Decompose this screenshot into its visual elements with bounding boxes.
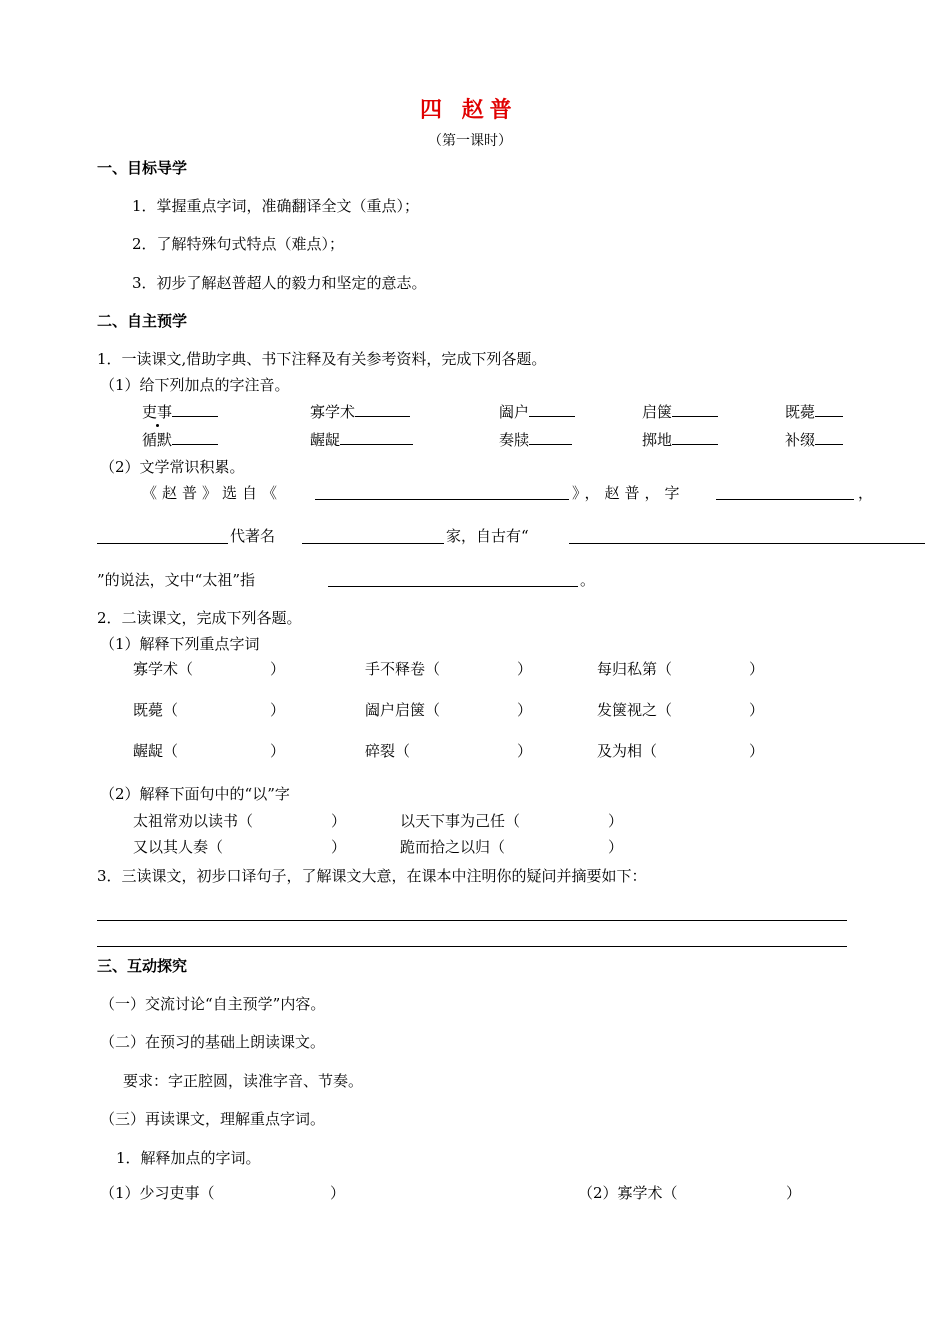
answer-blank[interactable]	[569, 543, 925, 544]
pinyin-item: 既薨	[785, 400, 843, 422]
answer-blank[interactable]	[355, 400, 410, 417]
answer-blank[interactable]	[172, 428, 218, 445]
pinyin-item: 阖户	[499, 400, 575, 422]
word-item: 龌龊（ ）	[133, 742, 286, 760]
question-2: 2．二读课文，完成下列各题。	[97, 609, 302, 627]
exercise-item: （2）寡学术（ ）	[578, 1184, 802, 1202]
page-title: 四 赵普	[420, 97, 518, 123]
word-item: 及为相（ ）	[597, 742, 765, 760]
section-heading-explore: 三、互动探究	[97, 957, 188, 975]
pinyin-item: 吏事	[142, 400, 218, 422]
lit-line-3a: ”的说法，文中“太祖”指	[97, 571, 256, 589]
answer-line[interactable]	[97, 946, 847, 947]
question-1-2: （2）文学常识积累。	[100, 458, 245, 476]
answer-blank[interactable]	[529, 400, 575, 417]
yi-item: 又以其人奏（ ）	[133, 838, 347, 856]
word-item: 寡学术（ ）	[133, 660, 286, 678]
question-2-1: （1）解释下列重点字词	[100, 635, 260, 653]
lit-line-2b: 家，自古有“	[446, 527, 529, 545]
answer-line[interactable]	[97, 920, 847, 921]
answer-blank[interactable]	[672, 400, 718, 417]
page-subtitle: （第一课时）	[428, 133, 512, 149]
section-heading-goals: 一、目标导学	[97, 159, 188, 177]
section-heading-preview: 二、自主预学	[97, 312, 188, 330]
explore-item: （三）再读课文，理解重点字词。	[100, 1110, 326, 1128]
pinyin-item: 寡学术	[310, 400, 410, 422]
lit-line-3b: 。	[580, 571, 596, 589]
pinyin-item: 循默	[142, 428, 218, 450]
yi-item: 跪而拾之以归（ ）	[400, 838, 624, 856]
answer-blank[interactable]	[716, 499, 854, 500]
word-item: 阖户启箧（ ）	[365, 701, 533, 719]
question-3: 3．三读课文，初步口译句子，了解课文大意，在课本中注明你的疑问并摘要如下：	[97, 867, 647, 885]
exercise-item: （1）少习吏事（ ）	[100, 1184, 346, 1202]
word-item: 手不释卷（ ）	[365, 660, 533, 678]
pinyin-item: 补缀	[785, 428, 843, 450]
yi-item: 以天下事为己任（ ）	[400, 812, 624, 830]
answer-blank[interactable]	[672, 428, 718, 445]
question-1-1: （1）给下列加点的字注音。	[100, 376, 290, 394]
pinyin-item: 掷地	[642, 428, 718, 450]
explore-item: （二）在预习的基础上朗读课文。	[100, 1033, 326, 1051]
goal-item: 2．了解特殊句式特点（难点）；	[132, 235, 345, 253]
pinyin-item: 启箧	[642, 400, 718, 422]
lit-line-1c: ，	[858, 484, 874, 502]
answer-blank[interactable]	[172, 400, 218, 417]
lit-line-1b: 》，赵普，字	[572, 484, 685, 502]
answer-blank[interactable]	[815, 400, 843, 417]
word-item: 每归私第（ ）	[597, 660, 765, 678]
answer-blank[interactable]	[328, 586, 578, 587]
word-item: 既薨（ ）	[133, 701, 286, 719]
goal-item: 3．初步了解赵普超人的毅力和坚定的意志。	[132, 274, 427, 292]
pinyin-item: 奏牍	[499, 428, 572, 450]
explore-subitem: 1．解释加点的字词。	[116, 1149, 261, 1167]
explore-item: （一）交流讨论“自主预学”内容。	[100, 995, 326, 1013]
word-item: 碎裂（ ）	[365, 742, 533, 760]
lit-line-1a: 《赵普》选自《	[142, 484, 283, 502]
question-1: 1．一读课文,借助字典、书下注释及有关参考资料，完成下列各题。	[97, 350, 547, 368]
answer-blank[interactable]	[302, 543, 444, 544]
yi-item: 太祖常劝以读书（ ）	[133, 812, 347, 830]
goal-item: 1．掌握重点字词，准确翻译全文（重点）；	[132, 197, 420, 215]
pinyin-item: 龌龊	[310, 428, 413, 450]
question-2-2: （2）解释下面句中的“以”字	[100, 785, 290, 803]
lit-line-2a: 代著名	[230, 527, 276, 545]
answer-blank[interactable]	[815, 428, 843, 445]
answer-blank[interactable]	[315, 499, 569, 500]
answer-blank[interactable]	[529, 428, 572, 445]
explore-requirement: 要求：字正腔圆，读准字音、节奏。	[123, 1072, 364, 1090]
word-item: 发箧视之（ ）	[597, 701, 765, 719]
answer-blank[interactable]	[340, 428, 413, 445]
answer-blank[interactable]	[97, 543, 228, 544]
